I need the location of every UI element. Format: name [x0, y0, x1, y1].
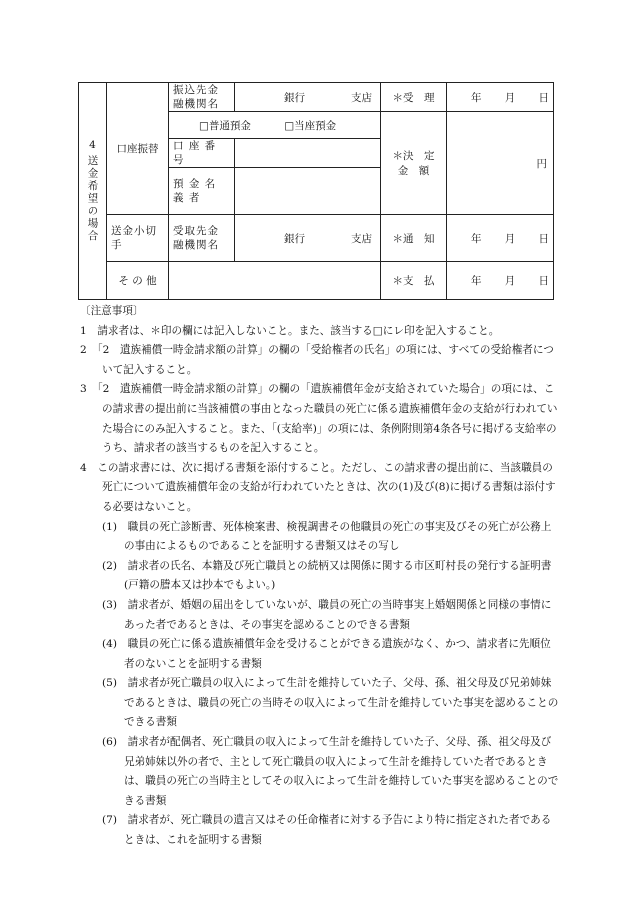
note-sub-5: (5) 請求者が死亡職員の収入によって生計を維持していた子、父母、孫、祖父母及び兄弟姉妹であるときは、職員の死亡の当時その収入によって生計を維持していた事実を認めることのできる書類	[102, 677, 559, 729]
note-item-3: 3 「2 遺族補償一時金請求額の計算」の欄の「遺族補償年金が支給されていた場合」の項には、この請求書の提出前に当該補償の事由となった職員の死亡に係る遺族補償年金の支給が行われていた場合にのみ記入すること。また、「(支給率)」の項には、条例附則第4条各号に掲げる支給率のうち、請求者の該当するものを記入すること。	[80, 383, 558, 455]
bank-label: 銀行	[284, 91, 305, 104]
note-item-2: 2 「2 遺族補償一時金請求額の計算」の欄の「受給権者の氏名」の項には、すべての受給権者について記入すること。	[80, 344, 554, 376]
year-label-3: 年	[471, 275, 482, 287]
furikomi-bank-field[interactable]	[235, 83, 381, 112]
uketori-bank-field[interactable]	[235, 215, 381, 262]
branch-label-2: 支店	[351, 232, 372, 245]
month-label-2: 月	[504, 232, 516, 245]
futsu-checkbox[interactable]: □普通預金	[199, 119, 251, 132]
bank-label-2: 銀行	[284, 232, 305, 245]
uke-label: ＊受 理	[381, 83, 447, 112]
uketori-label: 受取先金融機関名	[169, 215, 235, 262]
tsuchi-date-field[interactable]	[447, 215, 554, 262]
sonota-label: そ の 他	[107, 262, 169, 300]
tsuchi-label: ＊通 知	[381, 215, 447, 262]
note-sub-3: (3) 請求者が、婚姻の届出をしていないが、職員の死亡の当時事実上婚姻関係と同様の事情にあった者であるときは、その事実を認めることのできる書類	[102, 598, 552, 631]
year-label: 年	[471, 91, 482, 104]
note-sub-2: (2) 請求者の氏名、本籍及び死亡職員との続柄又は関係に関する市区町村長の発行する証明書(戸籍の謄本又は抄本でもよい。)	[102, 559, 552, 592]
kouza-bango-label: 口 座 番 号	[169, 139, 235, 168]
kettei-label	[381, 112, 447, 215]
shiharai-label: ＊支 払	[381, 262, 447, 300]
kogitte-label: 送金小切手	[107, 215, 169, 262]
notes-section	[80, 302, 560, 851]
note-item-1: 1 請求者は、＊印の欄には記入しないこと。また、該当する□にレ印を記入すること。	[80, 324, 500, 337]
meigi-field[interactable]	[235, 168, 381, 215]
day-label: 日	[538, 91, 549, 104]
account-type-row	[169, 112, 381, 139]
shiharai-date-field[interactable]	[447, 262, 554, 300]
day-label-2: 日	[538, 232, 549, 245]
remittance-table	[78, 82, 554, 300]
note-sub-6: (6) 請求者が配偶者、死亡職員の収入によって生計を維持していた子、父母、孫、祖父母及び兄弟姉妹以外の者で、主として死亡職員の収入によって生計を維持していた者であるときは、職員の死亡の当時主としてその収入によって生計を維持していた事実を認めることのできる書類	[102, 736, 559, 807]
kettei-label-1: ＊決 定	[392, 150, 435, 162]
note-sub-7: (7) 請求者が、死亡職員の遺言又はその任命権者に対する予告により特に指定された者であるときは、これを証明する書類	[102, 814, 552, 847]
note-sub-1: (1) 職員の死亡診断書、死体検案書、検視調書その他職員の死亡の事実及びその死亡が公務上の事由によるものであることを証明する書類又はその写し	[102, 520, 552, 553]
meigi-label: 預 金 名 義 者	[169, 168, 235, 215]
furikae-label: 口座振替	[107, 83, 169, 215]
sonota-field[interactable]	[169, 262, 381, 300]
month-label: 月	[504, 91, 516, 104]
kettei-amount-field[interactable]	[447, 112, 554, 215]
uke-date-field[interactable]	[447, 83, 554, 112]
branch-label: 支店	[351, 91, 372, 104]
yen-label: 円	[536, 157, 547, 170]
day-label-3: 日	[538, 275, 549, 287]
furikomi-label: 振込先金融機関名	[169, 83, 235, 112]
kettei-label-2: 金 額	[397, 165, 430, 177]
year-label-2: 年	[471, 232, 482, 245]
section-cell	[79, 83, 107, 300]
month-label-3: 月	[504, 275, 516, 287]
toza-checkbox[interactable]: □当座預金	[284, 119, 337, 132]
notes-header: 〔注意事項〕	[80, 305, 144, 317]
note-sub-4: (4) 職員の死亡に係る遺族補償年金を受けることができる遺族がなく、かつ、請求者に先順位者のないことを証明する書類	[102, 638, 551, 670]
section-number: 4	[89, 139, 96, 152]
section-title: 送金希望の場合	[86, 155, 99, 243]
kouza-bango-field[interactable]	[235, 139, 381, 168]
note-item-4: 4 この請求書には、次に掲げる書類を添付すること。ただし、この請求書の提出前に、当該職員の死亡について遺族補償年金の支給が行われていたときは、次の(1)及び(8)に掲げる書類は添付する必要はないこと。	[80, 461, 556, 513]
